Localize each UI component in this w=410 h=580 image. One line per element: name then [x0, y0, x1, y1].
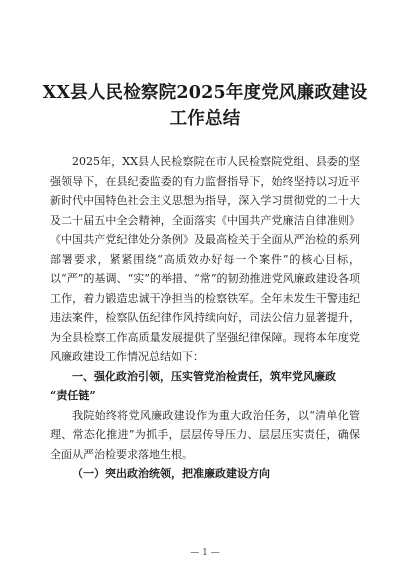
document-body [50, 152, 360, 484]
page-number: — 1 — [190, 548, 220, 558]
section-1-heading-continuation: “责任链” [50, 389, 96, 402]
section-1-heading-text: 一、强化政治引领，压实管党治检责任，筑牢党风廉政 [72, 369, 336, 383]
section-1-heading [50, 367, 360, 406]
section-1-paragraph: 我院始终将党风廉政建设作为重大政治任务，以“清单化管理、常态化推进”为抓手，层层传导压力、层层压实责任，确保全面从严治检要求落地生根。 [50, 408, 360, 461]
document-title [40, 80, 370, 132]
title-line-1: XX县人民检察院2025年度党风廉政建设 [42, 83, 368, 103]
title-line-2: 工作总结 [169, 109, 241, 129]
subsection-1-heading: （一）突出政治统领，把准廉政建设方向 [72, 467, 270, 480]
intro-paragraph: 2025年，XX县人民检察院在市人民检察院党组、县委的坚强领导下，在县纪委监委的有力监督指导下，始终坚持以习近平新时代中国特色社会主义思想为指导，深入学习贯彻党的二十大及二十届五中全会精神，全面落实《中国共产党廉洁自律准则》《中国共产党纪律处分条例》及最高检关于全面从严治检的系列部署要求，紧紧围绕“高质效办好每一个案件”的核心目标，以“严”的基调、“实”的举措、“常”的韧劲推进党风廉政建设各项工作，着力锻造忠诚干净担当的检察铁军。全年未发生干警违纪违法案件，检察队伍纪律作风持续向好，司法公信力显著提升，为全县检察工作高质量发展提供了坚强纪律保障。现将本年度党风廉政建设工作情况总结如下： [50, 155, 360, 363]
